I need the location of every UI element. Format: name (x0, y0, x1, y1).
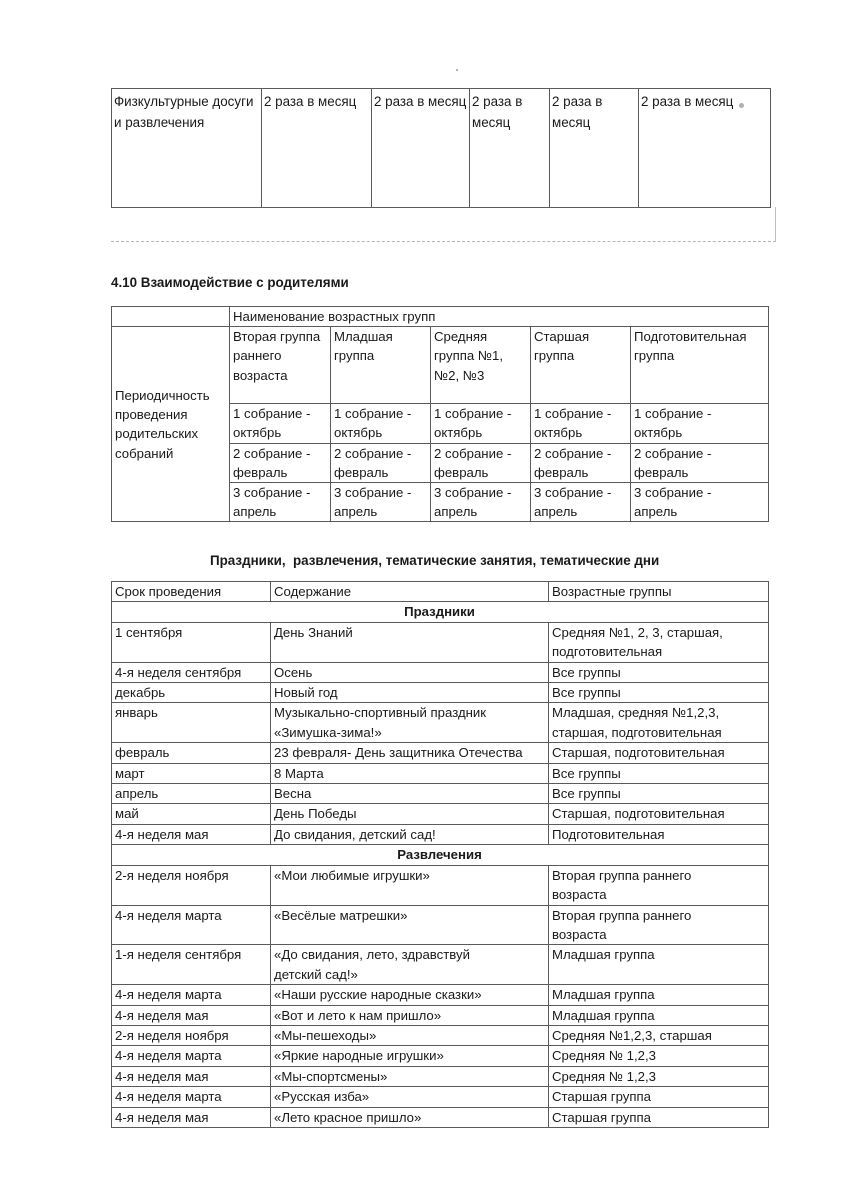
cell-frequency: 2 раза в месяц (262, 89, 372, 208)
table-row (112, 743, 769, 763)
section-header-row (112, 602, 769, 622)
content-cell: Музыкально-спортивный праздник «Зимушка-зима!» (271, 703, 549, 743)
groups-cell: Младшая группа (549, 1005, 769, 1025)
table-row (112, 1066, 769, 1086)
date-cell: март (112, 763, 271, 783)
table-row (112, 865, 769, 905)
meeting-cell: 3 собрание - апрель (431, 483, 531, 522)
content-cell: 23 февраля- День защитника Отечества (271, 743, 549, 763)
table-row (112, 1087, 769, 1107)
groups-cell: Старшая группа (549, 1087, 769, 1107)
content-cell: «Весёлые матрешки» (271, 905, 549, 945)
row-label-text: Периодичность проведения родительских собраний (115, 387, 210, 461)
table-row (112, 683, 769, 703)
group-name: Старшая группа (531, 327, 631, 404)
meeting-cell: 3 собрание - апрель (230, 483, 331, 522)
page-break-outline (111, 207, 776, 242)
groups-cell: Средняя № 1,2,3 (549, 1066, 769, 1086)
date-cell: 1 сентября (112, 622, 271, 662)
content-cell: «Мы-пешеходы» (271, 1025, 549, 1045)
section-title: Развлечения (112, 845, 769, 865)
table-row (112, 89, 771, 208)
group-name: Подготовительная группа (631, 327, 769, 404)
section-header-row (112, 845, 769, 865)
content-cell: День Победы (271, 804, 549, 824)
meeting-cell: 1 собрание - октябрь (631, 404, 769, 443)
table-row (112, 703, 769, 743)
date-cell: 4-я неделя мая (112, 824, 271, 844)
events-heading: Праздники, развлечения, тематические занятия, тематические дни (210, 553, 660, 568)
group-name: Вторая группа раннего возраста (230, 327, 331, 404)
section-title: Праздники (112, 602, 769, 622)
table-row (112, 622, 769, 662)
groups-cell: Все группы (549, 763, 769, 783)
content-cell: «Вот и лето к нам пришло» (271, 1005, 549, 1025)
meeting-cell: 3 собрание - апрель (531, 483, 631, 522)
cell-frequency: 2 раза в месяц (372, 89, 470, 208)
date-cell: 4-я неделя мая (112, 1107, 271, 1127)
table-row (112, 327, 769, 404)
date-cell: 4-я неделя мая (112, 1005, 271, 1025)
groups-cell: Вторая группа раннего возраста (549, 865, 769, 905)
groups-cell: Все группы (549, 683, 769, 703)
physical-activity-table (111, 88, 771, 208)
content-cell: «Лето красное пришло» (271, 1107, 549, 1127)
date-cell: 2-я неделя ноября (112, 865, 271, 905)
table-row (112, 1005, 769, 1025)
empty-corner-cell (112, 307, 230, 327)
meeting-cell: 2 собрание - февраль (531, 443, 631, 482)
content-cell: Новый год (271, 683, 549, 703)
table-row (112, 1046, 769, 1066)
scan-speck (456, 69, 458, 71)
groups-cell: Младшая группа (549, 985, 769, 1005)
groups-cell: Подготовительная (549, 824, 769, 844)
meeting-cell: 1 собрание - октябрь (431, 404, 531, 443)
date-cell: 2-я неделя ноября (112, 1025, 271, 1045)
date-cell: декабрь (112, 683, 271, 703)
table-row (112, 985, 769, 1005)
table-row (112, 905, 769, 945)
date-cell: 4-я неделя марта (112, 905, 271, 945)
content-cell: «Мы-спортсмены» (271, 1066, 549, 1086)
cell-frequency: 2 раза в месяц (550, 89, 639, 208)
groups-cell: Все группы (549, 662, 769, 682)
content-cell: 8 Марта (271, 763, 549, 783)
date-cell: 4-я неделя марта (112, 1046, 271, 1066)
date-cell: 1-я неделя сентября (112, 945, 271, 985)
group-name: Младшая группа (331, 327, 431, 404)
groups-cell: Средняя №1, 2, 3, старшая, подготовительная (549, 622, 769, 662)
events-table (111, 581, 769, 1128)
cell-frequency: 2 раза в месяц (639, 89, 771, 208)
meeting-cell: 2 собрание - февраль (331, 443, 431, 482)
meeting-cell: 2 собрание - февраль (431, 443, 531, 482)
groups-cell: Все группы (549, 784, 769, 804)
content-cell: Осень (271, 662, 549, 682)
content-cell: Весна (271, 784, 549, 804)
date-cell: 4-я неделя сентября (112, 662, 271, 682)
date-cell: апрель (112, 784, 271, 804)
table-header-row (112, 582, 769, 602)
column-header: Возрастные группы (549, 582, 769, 602)
content-cell: «Русская изба» (271, 1087, 549, 1107)
meeting-cell: 3 собрание - апрель (631, 483, 769, 522)
groups-cell: Младшая группа (549, 945, 769, 985)
column-header: Срок проведения (112, 582, 271, 602)
date-cell: январь (112, 703, 271, 743)
group-header: Наименование возрастных групп (230, 307, 769, 327)
column-header: Содержание (271, 582, 549, 602)
groups-cell: Старшая группа (549, 1107, 769, 1127)
content-cell: «До свидания, лето, здравствуй детский сад!» (271, 945, 549, 985)
date-cell: 4-я неделя марта (112, 985, 271, 1005)
groups-cell: Старшая, подготовительная (549, 804, 769, 824)
row-label: Физкультурные досуги и развлечения (112, 89, 262, 208)
meeting-cell: 1 собрание - октябрь (331, 404, 431, 443)
groups-cell: Вторая группа раннего возраста (549, 905, 769, 945)
meeting-cell: 2 собрание - февраль (631, 443, 769, 482)
date-cell: 4-я неделя мая (112, 1066, 271, 1086)
table-row (112, 945, 769, 985)
groups-cell: Средняя № 1,2,3 (549, 1046, 769, 1066)
table-row (112, 804, 769, 824)
meeting-cell: 1 собрание - октябрь (531, 404, 631, 443)
content-cell: «Яркие народные игрушки» (271, 1046, 549, 1066)
meeting-cell: 1 собрание - октябрь (230, 404, 331, 443)
cell-frequency: 2 раза в месяц (470, 89, 550, 208)
table-row (112, 307, 769, 327)
row-label (112, 327, 230, 522)
groups-cell: Старшая, подготовительная (549, 743, 769, 763)
content-cell: «Мои любимые игрушки» (271, 865, 549, 905)
table-row (112, 1025, 769, 1045)
table-row (112, 824, 769, 844)
parent-meetings-table (111, 306, 769, 522)
table-row (112, 662, 769, 682)
content-cell: До свидания, детский сад! (271, 824, 549, 844)
content-cell: «Наши русские народные сказки» (271, 985, 549, 1005)
section-heading: 4.10 Взаимодействие с родителями (111, 275, 349, 290)
meeting-cell: 3 собрание - апрель (331, 483, 431, 522)
content-cell: День Знаний (271, 622, 549, 662)
table-row (112, 1107, 769, 1127)
meeting-cell: 2 собрание - февраль (230, 443, 331, 482)
groups-cell: Младшая, средняя №1,2,3, старшая, подготовительная (549, 703, 769, 743)
group-name: Средняя группа №1, №2, №3 (431, 327, 531, 404)
date-cell: май (112, 804, 271, 824)
table-row (112, 763, 769, 783)
date-cell: 4-я неделя марта (112, 1087, 271, 1107)
table-row (112, 784, 769, 804)
groups-cell: Средняя №1,2,3, старшая (549, 1025, 769, 1045)
date-cell: февраль (112, 743, 271, 763)
